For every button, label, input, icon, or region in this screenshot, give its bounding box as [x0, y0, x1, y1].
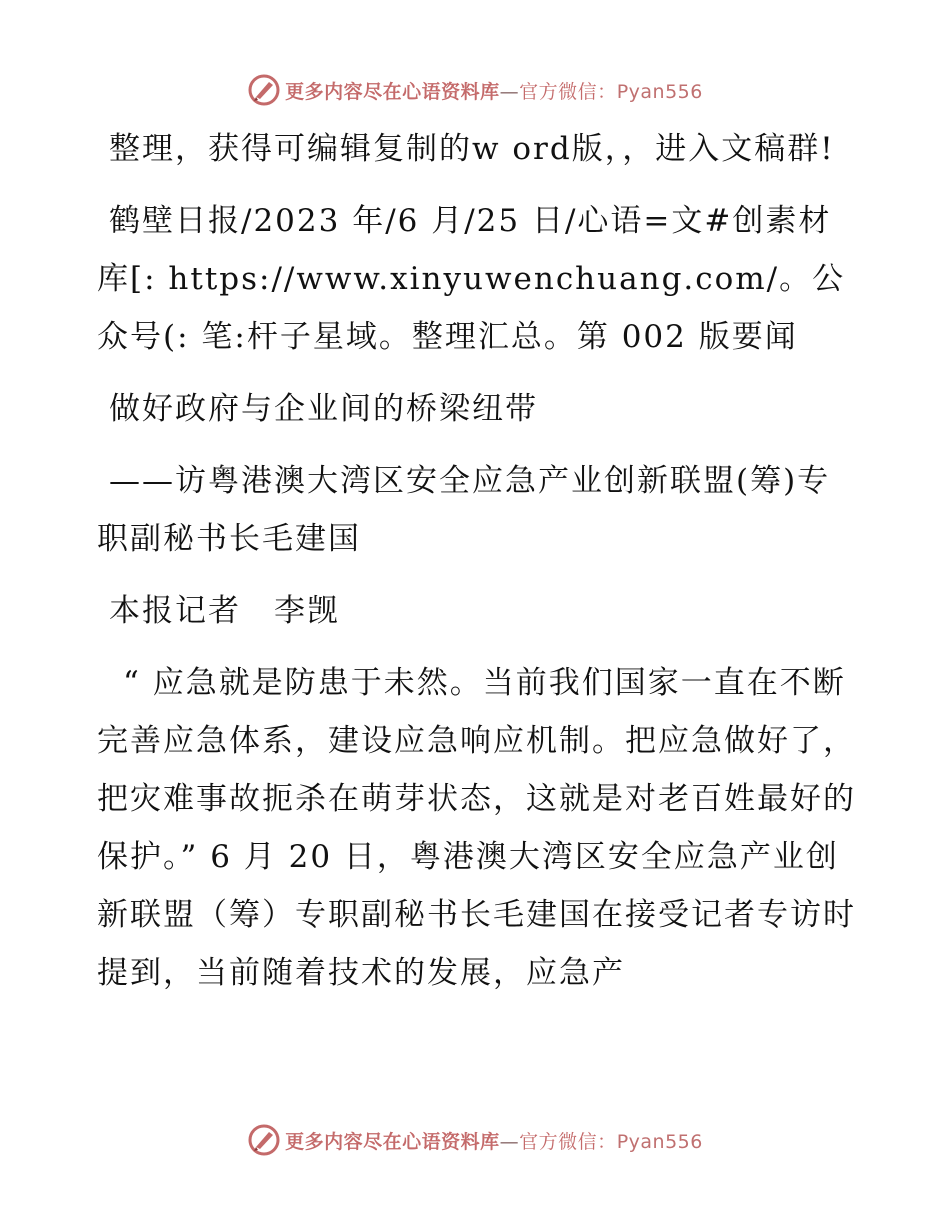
brush-logo-icon [247, 1123, 281, 1157]
header-banner [0, 70, 950, 110]
banner-wechat-label: 官方微信： [519, 1130, 617, 1153]
document-content [97, 120, 857, 1016]
brush-logo-icon [247, 73, 281, 107]
article-byline: 本报记者 李觊 [109, 593, 340, 629]
source-line: 鹤壁日报/2023 年/6 月/25 日/心语=文#创素材库[: https://www.xinyuwenchuang.com/。公众号(: 笔:杆子星域。整理汇总。第 002 版要闻 [97, 203, 846, 355]
banner-wechat-label: 官方微信： [519, 80, 617, 103]
banner-wechat-id: Pyan556 [616, 1130, 703, 1153]
footer-banner [0, 1120, 950, 1160]
banner-main-text: 更多内容尽在心语资料库 [285, 80, 500, 103]
article-headline: 做好政府与企业间的桥梁纽带 [109, 391, 538, 427]
banner-text [285, 1127, 703, 1154]
banner-wechat-id: Pyan556 [616, 80, 703, 103]
article-body: “ 应急就是防患于未然。当前我们国家一直在不断完善应急体系，建设应急响应机制。把应急做好了，把灾难事故扼杀在萌芽状态，这就是对老百姓最好的保护。” 6 月 20 日，粤港澳大湾区安全应急产业创新联盟（筹）专职副秘书长毛建国在接受记者专访时提到，当前随着技术的发展，应急产 [97, 665, 856, 991]
intro-paragraph: 整理，获得可编辑复制的w ord版，，进入文稿群! [109, 131, 835, 167]
banner-main-text: 更多内容尽在心语资料库 [285, 1130, 500, 1153]
banner-text [285, 77, 703, 104]
banner-separator: — [499, 1130, 520, 1153]
banner-separator: — [499, 80, 520, 103]
article-subheadline: ——访粤港澳大湾区安全应急产业创新联盟(筹)专职副秘书长毛建国 [97, 463, 831, 557]
